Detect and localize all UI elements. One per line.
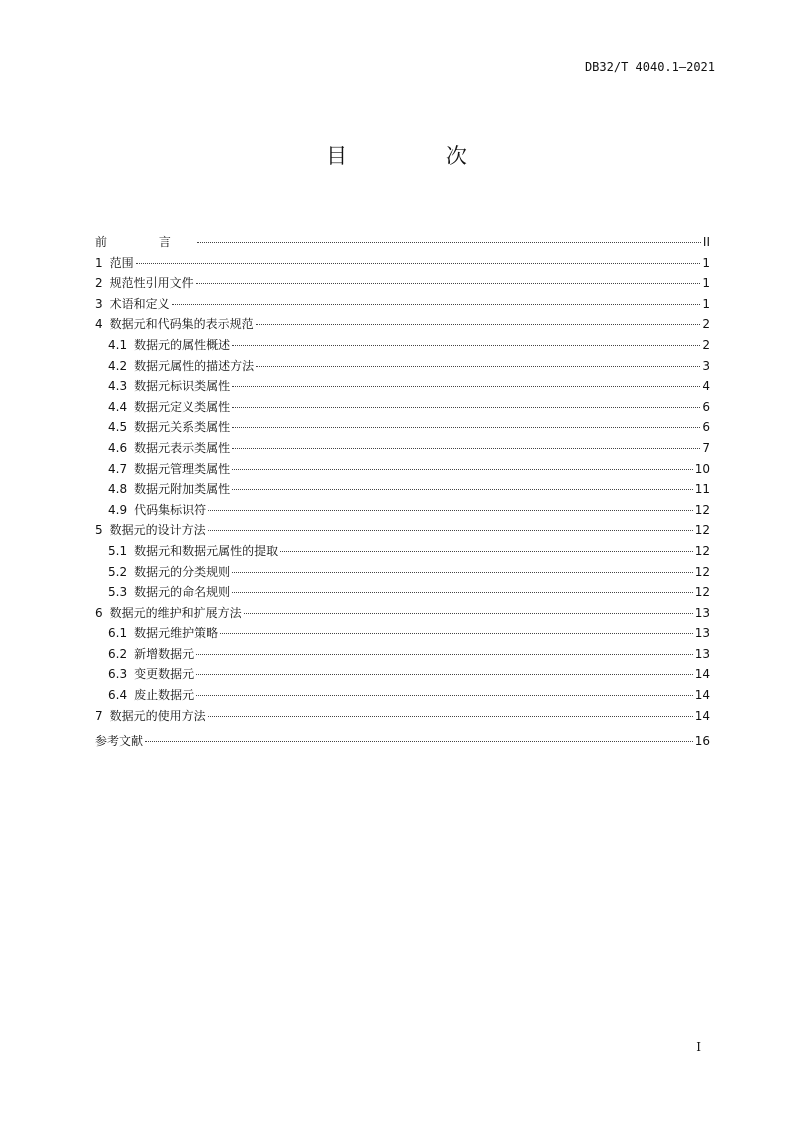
toc-entry-number: 2 (95, 276, 103, 291)
toc-entry-page: 16 (694, 734, 710, 749)
toc-entry-title: 新增数据元 (134, 646, 195, 661)
toc-entry-number: 6.3 (108, 667, 128, 682)
toc-entry[interactable] (95, 232, 710, 253)
toc-entry[interactable] (95, 314, 710, 335)
dot-leader (232, 345, 700, 346)
toc-entry-number: 6.2 (108, 646, 128, 661)
table-of-contents (95, 232, 710, 752)
toc-entry-number: 4.8 (108, 482, 128, 497)
toc-entry[interactable] (95, 562, 710, 583)
toc-entry-page: II (702, 235, 710, 249)
dot-leader (232, 489, 693, 490)
toc-entry-number: 5.2 (108, 564, 128, 579)
dot-leader (232, 427, 700, 428)
dot-leader (256, 324, 701, 325)
toc-entry-number: 4.3 (108, 379, 128, 394)
dot-leader (145, 741, 693, 742)
toc-entry[interactable] (95, 356, 710, 377)
toc-entry[interactable] (95, 623, 710, 644)
dot-leader (244, 613, 693, 614)
page-number: I (696, 1040, 701, 1054)
dot-leader (208, 716, 693, 717)
toc-entry-page: 12 (694, 585, 710, 600)
document-code: DB32/T 4040.1—2021 (584, 60, 715, 74)
toc-entry-number: 1 (95, 255, 103, 270)
toc-entry-title: 数据元和数据元属性的提取 (134, 543, 279, 558)
toc-entry-number: 4.1 (108, 337, 128, 352)
toc-entry-title: 数据元定义类属性 (134, 399, 231, 414)
dot-leader (196, 654, 693, 655)
toc-entry-page: 2 (702, 317, 710, 332)
toc-entry[interactable] (95, 438, 710, 459)
dot-leader (196, 695, 693, 696)
toc-entry[interactable] (95, 253, 710, 274)
toc-entry-title: 数据元的命名规则 (134, 585, 231, 600)
toc-entry-number: 6 (95, 605, 103, 620)
toc-entry-page: 13 (694, 626, 710, 641)
toc-entry-page: 14 (694, 688, 710, 703)
dot-leader (172, 304, 701, 305)
dot-leader (196, 283, 701, 284)
toc-entry-number: 6.1 (108, 626, 128, 641)
toc-entry-page: 4 (702, 379, 710, 394)
dot-leader (256, 366, 700, 367)
toc-entry-number: 6.4 (108, 688, 128, 703)
toc-entry[interactable] (95, 294, 710, 315)
dot-leader (280, 551, 693, 552)
toc-entry-title: 数据元附加类属性 (134, 482, 231, 497)
dot-leader (232, 386, 700, 387)
dot-leader (232, 469, 693, 470)
toc-entry[interactable] (95, 685, 710, 706)
toc-entry-title: 规范性引用文件 (109, 276, 194, 291)
toc-entry-page: 12 (694, 523, 710, 538)
toc-entry-page: 6 (702, 420, 710, 435)
toc-entry-page: 1 (702, 255, 710, 270)
toc-entry-title: 数据元的分类规则 (134, 564, 231, 579)
dot-leader (232, 572, 693, 573)
toc-entry-number: 7 (95, 708, 103, 723)
toc-entry-title: 数据元标识类属性 (134, 379, 231, 394)
toc-entry-number: 3 (95, 296, 103, 311)
toc-entry[interactable] (95, 335, 710, 356)
toc-entry[interactable] (95, 520, 710, 541)
toc-entry-title: 数据元的维护和扩展方法 (109, 605, 242, 620)
toc-entry-title: 术语和定义 (109, 296, 170, 311)
toc-entry-title: 数据元的设计方法 (109, 523, 206, 538)
toc-entry-number: 4 (95, 317, 103, 332)
toc-entry[interactable] (95, 644, 710, 665)
toc-entry[interactable] (95, 376, 710, 397)
toc-entry-number: 4.9 (108, 502, 128, 517)
toc-title: 目 次 (326, 144, 513, 168)
toc-entry-number: 5.1 (108, 543, 128, 558)
toc-entry[interactable] (95, 664, 710, 685)
toc-entry-page: 2 (702, 337, 710, 352)
toc-entry-title: 参考文献 (95, 734, 144, 749)
dot-leader (232, 407, 700, 408)
toc-entry-title: 数据元的使用方法 (109, 708, 206, 723)
toc-entry-title: 数据元管理类属性 (134, 461, 231, 476)
dot-leader (136, 263, 701, 264)
dot-leader (232, 448, 700, 449)
toc-entry-page: 13 (694, 646, 710, 661)
toc-entry-title: 变更数据元 (134, 667, 195, 682)
toc-entry[interactable] (95, 603, 710, 624)
toc-entry[interactable] (95, 706, 710, 727)
toc-entry[interactable] (95, 582, 710, 603)
toc-entry-number: 5.3 (108, 585, 128, 600)
toc-entry-title: 数据元和代码集的表示规范 (109, 317, 254, 332)
toc-entry-title: 数据元属性的描述方法 (134, 358, 255, 373)
toc-entry[interactable] (95, 417, 710, 438)
dot-leader (196, 674, 693, 675)
toc-entry-page: 12 (694, 564, 710, 579)
toc-entry-title: 数据元维护策略 (134, 626, 219, 641)
toc-entry-page: 3 (702, 358, 710, 373)
toc-entry-number: 4.6 (108, 440, 128, 455)
toc-entry-number: 4.7 (108, 461, 128, 476)
toc-entry[interactable] (95, 479, 710, 500)
toc-entry[interactable] (95, 459, 710, 480)
toc-entry-page: 7 (702, 440, 710, 455)
dot-leader (208, 530, 693, 531)
toc-entry-title: 数据元关系类属性 (134, 420, 231, 435)
dot-leader (232, 592, 693, 593)
toc-entry-title: 代码集标识符 (134, 502, 207, 517)
toc-entry-number: 4.4 (108, 399, 128, 414)
toc-entry-page: 11 (694, 482, 710, 497)
toc-entry-title: 数据元的属性概述 (134, 337, 231, 352)
toc-entry-page: 6 (702, 399, 710, 414)
toc-entry-number: 4.2 (108, 358, 128, 373)
dot-leader (208, 510, 693, 511)
toc-entry-title: 范围 (109, 255, 134, 270)
toc-entry[interactable] (95, 500, 710, 521)
toc-entry-page: 1 (702, 296, 710, 311)
toc-entry-page: 10 (694, 461, 710, 476)
toc-entry-page: 1 (702, 276, 710, 291)
toc-entry[interactable] (95, 397, 710, 418)
toc-entry-title: 前 言 (95, 235, 195, 249)
toc-entry-page: 12 (694, 543, 710, 558)
toc-entry[interactable] (95, 731, 710, 752)
toc-entry-page: 14 (694, 667, 710, 682)
toc-entry-page: 14 (694, 708, 710, 723)
toc-entry-page: 12 (694, 502, 710, 517)
toc-entry-page: 13 (694, 605, 710, 620)
toc-entry-number: 5 (95, 523, 103, 538)
toc-entry-number: 4.5 (108, 420, 128, 435)
toc-entry[interactable] (95, 273, 710, 294)
dot-leader (220, 633, 693, 634)
dot-leader (197, 242, 701, 243)
toc-entry-title: 数据元表示类属性 (134, 440, 231, 455)
toc-entry[interactable] (95, 541, 710, 562)
toc-entry-title: 废止数据元 (134, 688, 195, 703)
